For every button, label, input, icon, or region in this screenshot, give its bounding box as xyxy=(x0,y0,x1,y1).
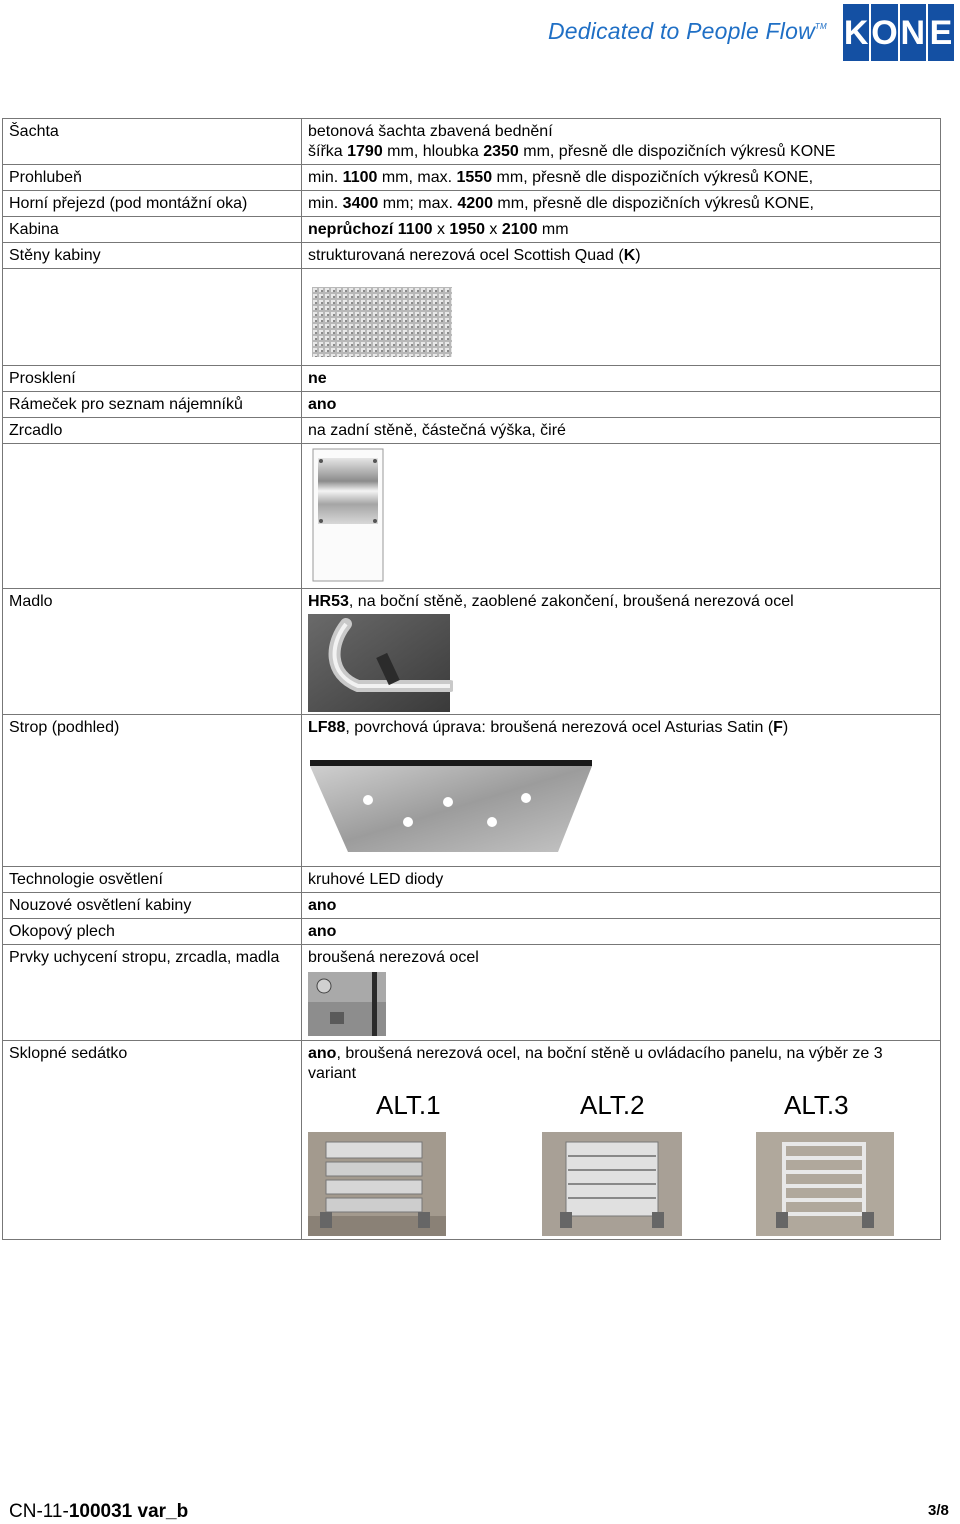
row-value xyxy=(302,1041,941,1240)
text-run: ) xyxy=(635,247,641,264)
table-row xyxy=(3,269,941,366)
text-run: K xyxy=(623,247,636,264)
value-line xyxy=(308,718,934,738)
text-run: 100031 xyxy=(68,1501,133,1522)
alt-label: ALT.3 xyxy=(784,1090,849,1120)
table-row xyxy=(3,418,941,444)
text-run: ) xyxy=(782,719,789,736)
text-run: 2100 xyxy=(501,221,538,238)
alt-label: ALT.2 xyxy=(580,1090,645,1120)
table-row xyxy=(3,444,941,589)
row-label: Strop (podhled) xyxy=(3,715,302,867)
text-run: neprůchozí xyxy=(308,221,394,238)
text-run: min. xyxy=(308,169,343,186)
logo-letter: E xyxy=(928,4,954,61)
text-run: mm; max. xyxy=(378,195,458,212)
empty-cell xyxy=(3,444,302,589)
value-line: broušená nerezová ocel xyxy=(308,949,479,966)
logo-letter: O xyxy=(871,4,897,61)
empty-cell xyxy=(3,269,302,366)
logo-letter: N xyxy=(900,4,926,61)
table-row xyxy=(3,243,941,269)
trademark-mark: TM xyxy=(814,22,827,31)
text-run: CN-11- xyxy=(9,1501,69,1522)
text-run: 1550 xyxy=(456,169,493,186)
handrail-image xyxy=(308,614,453,712)
row-value: kruhové LED diody xyxy=(302,867,941,893)
text-run: HR53 xyxy=(308,593,349,610)
ceiling-image xyxy=(308,758,598,854)
table-row xyxy=(3,392,941,418)
row-label: Stěny kabiny xyxy=(3,243,302,269)
text-run: 1100 xyxy=(342,169,378,186)
seat-alt2-image xyxy=(542,1132,756,1236)
row-value: ano xyxy=(302,392,941,418)
seat-alternatives-labels xyxy=(308,1090,934,1120)
text-run: 1790 xyxy=(347,143,383,160)
seat-alt3-image xyxy=(756,1132,896,1236)
row-label: Sklopné sedátko xyxy=(3,1041,302,1240)
text-run: 1950 xyxy=(449,221,485,238)
image-cell xyxy=(302,444,941,589)
text-run: LF88 xyxy=(308,719,346,736)
row-value xyxy=(302,191,941,217)
wall-texture-image xyxy=(312,287,462,365)
text-run: mm, max. xyxy=(377,169,457,186)
specification-table xyxy=(2,118,941,1240)
text-run: strukturovaná nerezová ocel Scottish Quad ( xyxy=(308,247,624,264)
value-line xyxy=(308,1044,934,1084)
text-run: x xyxy=(432,221,450,238)
table-row xyxy=(3,366,941,392)
table-row xyxy=(3,217,941,243)
text-run: mm, přesně dle dispozičních výkresů KONE xyxy=(518,143,836,160)
document-id xyxy=(9,1501,188,1523)
text-run: ano xyxy=(308,1045,337,1062)
logo-letter: K xyxy=(843,4,869,61)
fixing-elements-image xyxy=(308,972,388,1038)
row-value xyxy=(302,715,941,867)
row-label: Nouzové osvětlení kabiny xyxy=(3,893,302,919)
row-value xyxy=(302,243,941,269)
alt-label: ALT.1 xyxy=(376,1090,441,1120)
text-run: 2350 xyxy=(483,143,519,160)
table-row xyxy=(3,867,941,893)
table-row xyxy=(3,119,941,165)
row-label: Prvky uchycení stropu, zrcadla, madla xyxy=(3,945,302,1041)
text-run: min. xyxy=(308,195,343,212)
image-cell xyxy=(302,269,941,366)
row-value: ano xyxy=(302,893,941,919)
text-run: šířka xyxy=(308,143,348,160)
text-run: mm, přesně dle dispozičních výkresů KONE, xyxy=(492,195,814,212)
row-value: na zadní stěně, částečná výška, čiré xyxy=(302,418,941,444)
row-label: Technologie osvětlení xyxy=(3,867,302,893)
text-run: mm, hloubka xyxy=(382,143,484,160)
row-value xyxy=(302,589,941,715)
row-label: Okopový plech xyxy=(3,919,302,945)
row-value xyxy=(302,119,941,165)
table-row xyxy=(3,589,941,715)
text-run: , povrchová úprava: broušená nerezová ocel Asturias Satin ( xyxy=(345,719,774,736)
table-row xyxy=(3,945,941,1041)
table-row xyxy=(3,893,941,919)
value-line xyxy=(308,142,934,162)
row-label: Kabina xyxy=(3,217,302,243)
row-label: Rámeček pro seznam nájemníků xyxy=(3,392,302,418)
table-row xyxy=(3,165,941,191)
value-line xyxy=(308,592,934,612)
row-value: ne xyxy=(302,366,941,392)
text-run: var_b xyxy=(132,1501,189,1522)
row-label: Horní přejezd (pod montážní oka) xyxy=(3,191,302,217)
row-value xyxy=(302,217,941,243)
row-label: Prohlubeň xyxy=(3,165,302,191)
text-run: 3400 xyxy=(342,195,379,212)
table-row xyxy=(3,1041,941,1240)
text-run: , broušená nerezová ocel, na boční stěně u ovládacího panelu, na výběr ze 3 variant xyxy=(308,1045,883,1082)
mirror-image xyxy=(312,448,392,588)
text-run: mm xyxy=(537,221,569,238)
text-run: mm, přesně dle dispozičních výkresů KONE, xyxy=(492,169,814,186)
text-run: F xyxy=(773,719,783,736)
row-label: Šachta xyxy=(3,119,302,165)
text-run: x xyxy=(484,221,502,238)
row-value: ano xyxy=(302,919,941,945)
header-tagline xyxy=(548,18,827,45)
row-label: Zrcadlo xyxy=(3,418,302,444)
page-number: 3/8 xyxy=(928,1502,949,1519)
text-run: , na boční stěně, zaoblené zakončení, broušená nerezová ocel xyxy=(348,593,794,610)
row-label: Madlo xyxy=(3,589,302,715)
row-label: Prosklení xyxy=(3,366,302,392)
kone-logo xyxy=(843,4,954,61)
seat-images xyxy=(308,1132,934,1236)
text-run: 1100 xyxy=(393,221,433,238)
tagline-text: Dedicated to People Flow xyxy=(548,18,815,44)
row-value xyxy=(302,945,941,1041)
value-line: betonová šachta zbavená bednění xyxy=(308,123,553,140)
table-row xyxy=(3,919,941,945)
table-row xyxy=(3,191,941,217)
seat-alt1-image xyxy=(308,1132,542,1236)
row-value xyxy=(302,165,941,191)
table-row xyxy=(3,715,941,867)
text-run: 4200 xyxy=(457,195,493,212)
